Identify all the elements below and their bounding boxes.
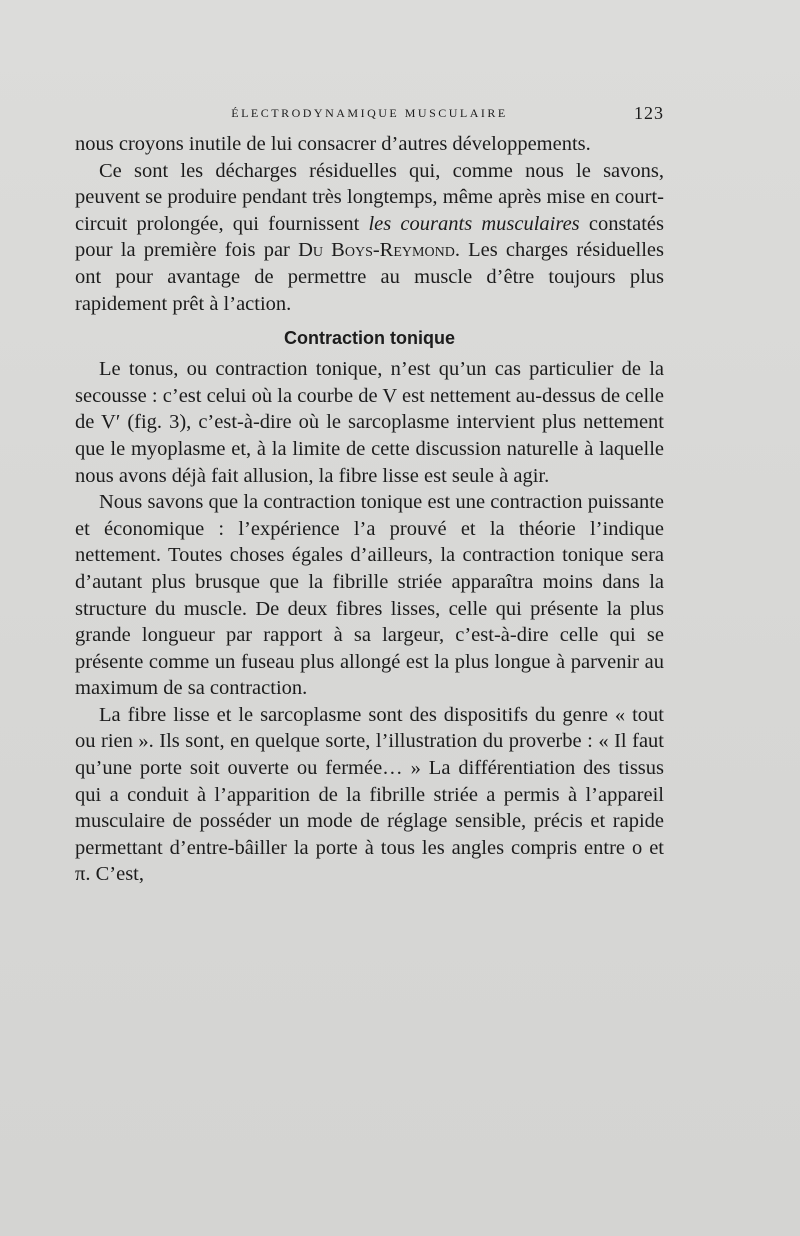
- running-title: ÉLECTRODYNAMIQUE MUSCULAIRE: [231, 106, 508, 120]
- paragraph-tonus: [75, 356, 664, 489]
- italic-term: les courants musculaires: [368, 212, 580, 235]
- author-name: Du Boys-Reymond: [298, 239, 455, 262]
- running-head: [75, 103, 664, 127]
- body-text: [75, 131, 664, 888]
- paragraph-text: Nous savons que la contraction tonique est une contraction puissante et économique : l’expérience l’a prouvé et la théorie l’indique nettement. Toutes choses égales d’ailleurs, la contraction tonique sera d’autant plus brusque que la fibrille striée apparaîtra moins dans la structure du muscle. De deux fibres lisses, celle qui présente la plus grande longueur par rapport à sa largeur, c’est-à-dire celle qui se présente comme un fuseau plus allongé est la plus longue à parvenir au maximum de sa contraction.: [75, 491, 664, 700]
- paragraph-text-part: . Les charges résiduelles ont pour avantage de permettre au muscle d’être toujours plus rapidement prêt à l’action.: [75, 239, 664, 315]
- page-number: 123: [634, 103, 664, 123]
- paragraph-text-part: Ce sont les décharges résiduelles qui, comme nous le savons, peuvent se produire pendant très longtemps, même après mise en court-circuit prolongée, qui fournissent: [75, 159, 664, 235]
- section-heading: Contraction tonique: [284, 328, 455, 349]
- paragraph-smooth-fiber: [75, 702, 664, 888]
- paragraph-continued: [75, 131, 664, 158]
- paragraph-text-part: constatés pour la première fois par: [75, 212, 664, 262]
- paragraph-tonic-contraction: [75, 489, 664, 702]
- paragraph-text: Le tonus, ou contraction tonique, n’est qu’un cas particulier de la secousse : c’est celui où la courbe de V est nettement au-dessus de celle de V′ (fig. 3), c’est-à-dire où le sarcoplasme intervient plus nettement que le myoplasme et, à la limite de cette discussion naturelle à laquelle nous avons déjà fait allusion, la fibre lisse est seule à agir.: [75, 358, 664, 487]
- paragraph-text: nous croyons inutile de lui consacrer d’autres développements.: [75, 133, 591, 155]
- paragraph-residual-charges: [75, 158, 664, 318]
- paragraph-text: La fibre lisse et le sarcoplasme sont des dispositifs du genre « tout ou rien ». Ils sont, en quelque sorte, l’illustration du proverbe : « Il faut qu’une porte soit ouverte ou fermée… » La différentiation des tissus qui a conduit à l’apparition de la fibrille striée a permis à l’appareil musculaire de posséder un mode de réglage sensible, précis et rapide permettant d’entre-bâiller la porte à tous les angles compris entre o et π. C’est,: [75, 703, 664, 886]
